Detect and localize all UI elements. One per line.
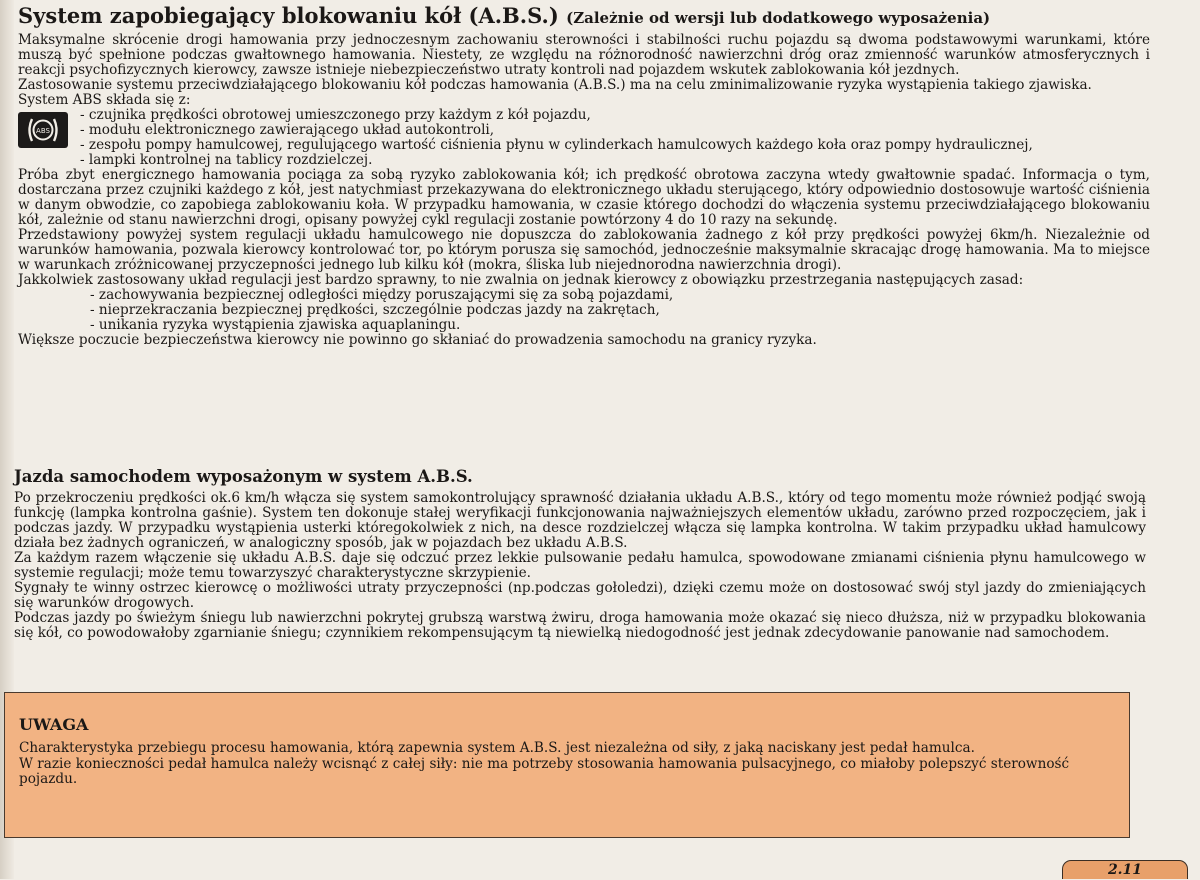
title-subtitle: (Zależnie od wersji lub dodatkowego wyposażenia) [566,9,991,27]
list-item: - zespołu pompy hamulcowej, regulującego wartość ciśnienia płynu w cylinderkach hamulcowych każdego koła oraz pompy hydraulicznej, [80,137,1033,153]
list-item: - czujnika prędkości obrotowej umieszczonego przy każdym z kół pojazdu, [80,107,591,123]
list-item: - unikania ryzyka wystąpienia zjawiska aquaplaningu. [90,317,461,333]
section-heading-driving: Jazda samochodem wyposażonym w system A.B.S. [14,467,473,486]
abs-icon-label: ABS [36,127,50,135]
abs-components-list [80,108,1150,168]
pulsing-pedal-paragraph: Za każdym razem włączenie się układu A.B.S. daje się odczuć przez lekkie pulsowanie pedału hamulca, spowodowane zmianami ciśnienia płynu hamulcowego w systemie regulacji; może temu towarzyszyć charakterystyczne skrzypienie. [14,550,1146,581]
abs-intro-paragraph: Maksymalne skrócenie drogi hamowania przy jednoczesnym zachowaniu sterowności i stabilności ruchu pojazdu są dwoma podstawowymi warunkami, które muszą być spełnione podczas gwałtownego hamowania. Niestety, ze względu na różnorodność nawierzchni dróg oraz zmienność warunków atmosferycznych i reakcji psychofizycznych kierowcy, zawsze istnieje niebezpieczeństwo utraty kontroli nad pojazdem wskutek zablokowania kół jezdnych. [18,32,1150,78]
list-item: - zachowywania bezpiecznej odległości między poruszającymi się za sobą pojazdami, [90,287,674,303]
list-item: - modułu elektronicznego zawierającego układ autokontroli, [80,122,495,138]
abs-purpose-paragraph: Zastosowanie systemu przeciwdziałającego blokowaniu kół podczas hamowania (A.B.S.) ma na celu zminimalizowanie ryzyka wystąpienia takiego zjawiska. [18,77,1092,93]
abs-operation-paragraph: Próba zbyt energicznego hamowania pociąga za sobą ryzyko zablokowania kół; ich prędkość obrotowa zaczyna wtedy gwałtownie spadać. Informacja o tym, dostarczana przez czujniki każdego z kół, jest natychmiast przekazywana do elektronicznego układu sterującego, który odpowiednio dostosowuje wartość ciśnienia w danym obwodzie, co zapobiega zablokowaniu koła. W przypadku hamowania, w czasie którego dochodzi do włączenia systemu przeciwdziałającego blokowaniu kół, zależnie od stanu nawierzchni drogi, opisany powyżej cykl regulacji zostanie powtórzony 4 do 10 razy na sekundę. [18,167,1150,228]
warning-line: W razie konieczności pedał hamulca należy wcisnąć z całej siły: nie ma potrzeby stosowania hamowania pulsacyjnego, co miałoby polepszyć sterowność pojazdu. [19,755,1070,787]
warning-title: UWAGA [19,715,89,734]
warning-box [4,692,1130,838]
abs-components-heading: System ABS składa się z: [18,92,191,108]
self-check-paragraph: Po przekroczeniu prędkości ok.6 km/h włącza się system samokontrolujący sprawność działania układu A.B.S., który od tego momentu może również podjąć swoją funkcję (lampka kontrolna gaśnie). System ten dokonuje stałej weryfikacji funkcjonowania najważniejszych elementów układu, zarówno przed rozpoczęciem, jak i podczas jazdy. W przypadku wystąpienia usterki któregokolwiek z nich, na desce rozdzielczej włącza się lampka kontrolna. W takim przypadku układ hamulcowy działa bez żadnych ograniczeń, w analogiczny sposób, jak w pojazdach bez układu A.B.S. [14,490,1146,551]
driver-rules-list [18,288,1150,333]
abs-description-section [18,33,1150,348]
snow-gravel-paragraph: Podczas jazdy po świeżym śniegu lub nawierzchni pokrytej grubszą warstwą żwiru, droga hamowania może okazać się nieco dłuższa, niż w przypadku blokowania się kół, co powodowałoby zgarnianie śniegu; czynnikiem rekompensującym tą niewielką niedogodność jest jednak zdecydowanie panowanie nad samochodem. [14,610,1146,641]
abs-rules-intro: Jakkolwiek zastosowany układ regulacji jest bardzo sprawny, to nie zwalnia on jednak kierowcy z obowiązku przestrzegania następujących zasad: [18,272,1024,288]
abs-warning-lamp-icon [18,112,68,148]
safety-paragraph: Większe poczucie bezpieczeństwa kierowcy nie powinno go skłaniać do prowadzenia samochodu na granicy ryzyka. [18,332,817,348]
page-title [18,2,1188,32]
list-item: - nieprzekraczania bezpiecznej prędkości, szczególnie podczas jazdy na zakrętach, [90,302,660,318]
signals-paragraph: Sygnały te winny ostrzec kierowcę o możliwości utraty przyczepności (np.podczas gołoledzi), dzięki czemu może on dostosować swój styl jazdy do zmieniających się warunków drogowych. [14,580,1146,611]
title-main: System zapobiegający blokowaniu kół (A.B.S.) [18,3,559,28]
warning-line: Charakterystyka przebiegu procesu hamowania, którą zapewnia system A.B.S. jest niezależna od siły, z jaką naciskany jest pedał hamulca. [19,740,975,756]
driving-with-abs-section [14,491,1146,641]
abs-components-row [18,108,1150,168]
page-number-tab: 2.11 [1062,860,1188,879]
warning-text [19,741,1119,788]
list-item: - lampki kontrolnej na tablicy rozdzielczej. [80,152,373,168]
abs-regulation-paragraph: Przedstawiony powyżej system regulacji układu hamulcowego nie dopuszcza do zablokowania żadnego z kół przy prędkości powyżej 6km/h. Niezależnie od warunków hamowania, pozwala kierowcy kontrolować tor, po którym porusza się samochód, jednocześnie maksymalnie skracając drogę hamowania. Ma to miejsce w warunkach zróżnicowanej przyczepności jednego lub kilku kół (mokra, śliska lub niejednorodna nawierzchnia drogi). [18,227,1150,273]
